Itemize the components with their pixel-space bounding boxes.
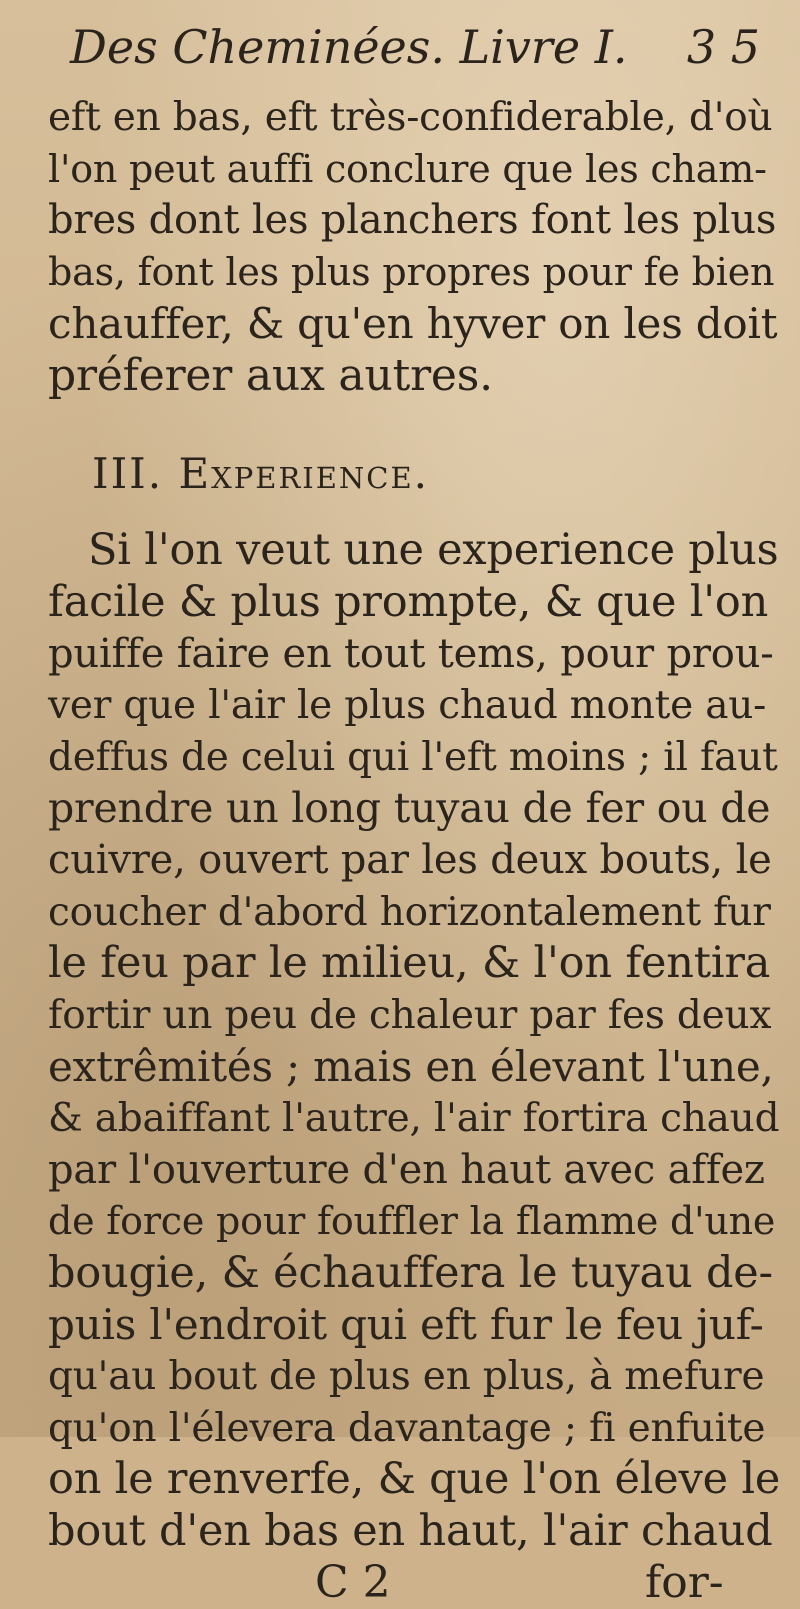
text-line: coucher d'abord horizontalement fur xyxy=(48,889,771,935)
text-line: préferer aux autres. xyxy=(48,350,493,401)
text-line: Si l'on veut une experience plus xyxy=(88,525,779,576)
text-line: ver que l'air le plus chaud monte au- xyxy=(48,683,767,729)
text-line: extrêmités ; mais en élevant l'une, xyxy=(48,1042,774,1092)
text-line: puis l'endroit qui eft fur le feu juf- xyxy=(48,1300,764,1350)
text-line: bougie, & échauffera le tuyau de- xyxy=(48,1247,773,1298)
running-head xyxy=(70,2,760,92)
text-line: & abaiffant l'autre, l'air fortira chaud xyxy=(48,1096,780,1142)
text-line: facile & plus prompte, & que l'on xyxy=(48,577,769,628)
text-line: chauffer, & qu'en hyver on les doit xyxy=(48,299,778,349)
text-line: prendre un long tuyau de fer ou de xyxy=(48,784,771,833)
text-line: fortir un peu de chaleur par fes deux xyxy=(48,992,772,1038)
text-line: eft en bas, eft très-confiderable, d'où xyxy=(48,95,773,140)
catchword: for- xyxy=(645,1557,724,1609)
text-line: de force pour fouffler la flamme d'une xyxy=(48,1199,776,1244)
signature-mark: C 2 xyxy=(315,1557,391,1609)
text-line: qu'au bout de plus en plus, à mefure xyxy=(48,1354,765,1400)
text-line: par l'ouverture d'en haut avec affez xyxy=(48,1146,765,1193)
text-line: cuivre, ouvert par les deux bouts, le xyxy=(48,837,772,884)
text-line: le feu par le milieu, & l'on fentira xyxy=(48,938,771,989)
text-line: l'on peut auffi conclure que les cham- xyxy=(48,146,767,191)
running-head-title: Des Cheminées. Livre I. xyxy=(70,20,628,74)
text-line: qu'on l'élevera davantage ; fi enfuite xyxy=(48,1405,766,1451)
text-line: puiffe faire en tout tems, pour prou- xyxy=(48,630,774,677)
text-line: on le renverfe, & que l'on éleve le xyxy=(48,1454,781,1505)
text-line: bres dont les planchers font les plus xyxy=(48,197,777,244)
text-line: deffus de celui qui l'eft moins ; il faut xyxy=(48,734,778,780)
section-heading: III. Experience. xyxy=(92,449,430,499)
page-number: 3 5 xyxy=(686,20,760,74)
text-line: bas, font les plus propres pour fe bien xyxy=(48,249,775,294)
text-line: bout d'en bas en haut, l'air chaud xyxy=(48,1505,773,1556)
